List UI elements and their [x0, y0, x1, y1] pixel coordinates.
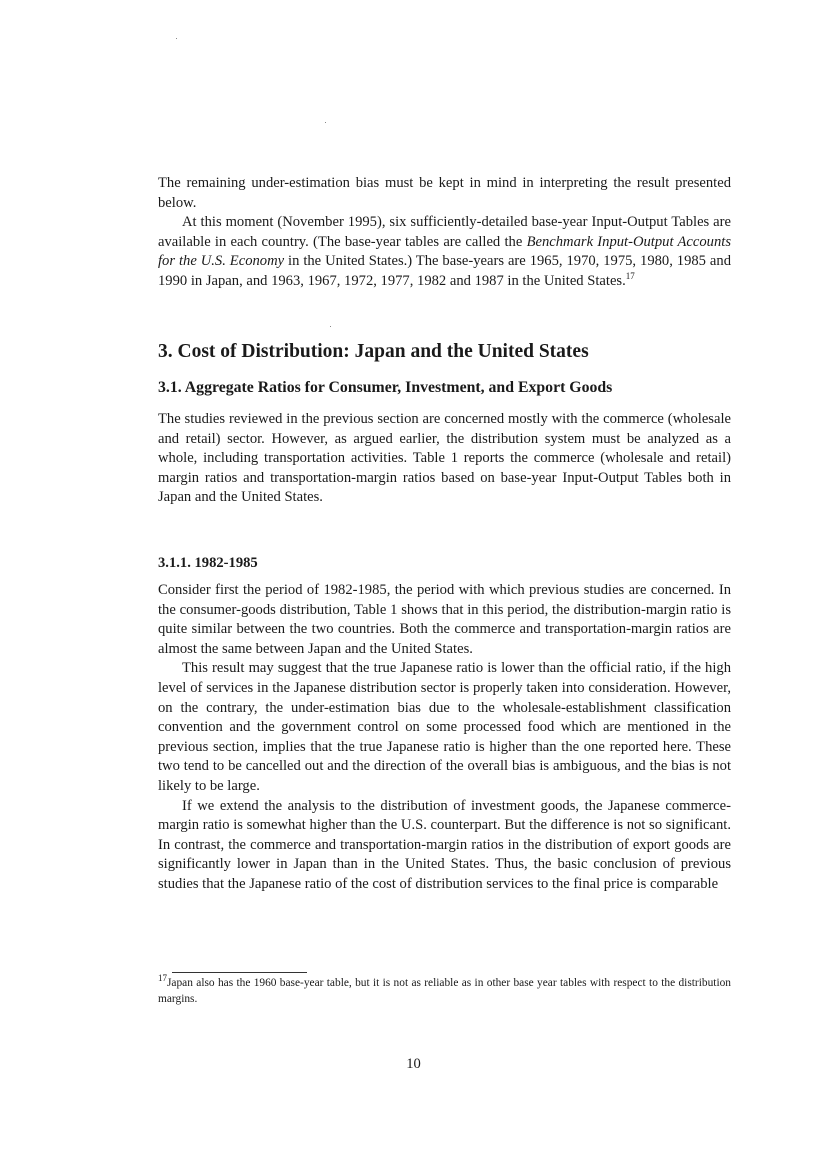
benchmark-accounts-title: Benchmark Input-Output Accounts for the U.S. Economy [158, 233, 731, 270]
footnote [158, 975, 731, 1007]
scan-speck [176, 38, 177, 39]
subsection-body [158, 410, 731, 508]
footnote-reference: 17 [625, 271, 635, 282]
subsection-heading: 3.1. Aggregate Ratios for Consumer, Investment, and Export Goods [158, 379, 613, 396]
subsubsection-body [158, 581, 731, 895]
subsubsection-paragraph-1: Consider first the period of 1982-1985, the period with which previous studies are concerned. In the consumer-goods distribution, Table 1 shows that in this period, the distribution-margin ratio is quite similar between the two countries. Both the commerce and transportation-margin ratios are almost the same between Japan and the United States. [158, 582, 731, 657]
scan-speck [325, 122, 326, 123]
scan-speck [330, 326, 331, 327]
intro-block [158, 174, 731, 292]
intro-paragraph-2 [158, 213, 731, 291]
page-number: 10 [406, 1056, 421, 1072]
subsubsection-paragraph-2: This result may suggest that the true Japanese ratio is lower than the official ratio, if the high level of services in the Japanese distribution sector is properly taken into consideration. However, on the contrary, the under-estimation bias due to the wholesale-establishment classification convention and the government control on some processed food which are mentioned in the previous section, implies that the true Japanese ratio is higher than the one reported here. These two tend to be cancelled out and the direction of the overall bias is ambiguous, and the bias is not likely to be large. [158, 660, 731, 794]
intro-paragraph-2-before: At this moment (November 1995), six sufficiently-detailed base-year Input-Output Tables are available in each country. (The base-year tables are called the [158, 214, 731, 250]
intro-paragraph-2-after: in the United States.) The base-years are 1965, 1970, 1975, 1980, 1985 and 1990 in Japan, and 1963, 1967, 1972, 1977, 1982 and 1987 in the United States. [158, 253, 731, 289]
subsubsection-heading: 3.1.1. 1982-1985 [158, 555, 258, 571]
subsubsection-paragraph-3: If we extend the analysis to the distribution of investment goods, the Japanese commerce-margin ratio is somewhat higher than the U.S. counterpart. But the difference is not so significant. In contrast, the commerce and transportation-margin ratios in the distribution of export goods are significantly lower in Japan than in the United States. Thus, the basic conclusion of previous studies that the Japanese ratio of the cost of distribution services to the final price is comparable [158, 797, 731, 892]
intro-paragraph-1: The remaining under-estimation bias must be kept in mind in interpreting the result presented below. [158, 175, 731, 211]
subsection-paragraph-1: The studies reviewed in the previous section are concerned mostly with the commerce (wholesale and retail) sector. However, as argued earlier, the distribution system must be analyzed as a whole, including transportation activities. Table 1 reports the commerce (wholesale and retail) margin ratios and transportation-margin ratios based on base-year Input-Output Tables both in Japan and the United States. [158, 411, 731, 506]
section-heading: 3. Cost of Distribution: Japan and the United States [158, 341, 589, 362]
footnote-text: Japan also has the 1960 base-year table, but it is not as reliable as in other base year tables with respect to the distribution margins. [158, 977, 731, 1005]
footnote-number: 17 [158, 973, 167, 984]
footnote-rule [172, 972, 307, 973]
